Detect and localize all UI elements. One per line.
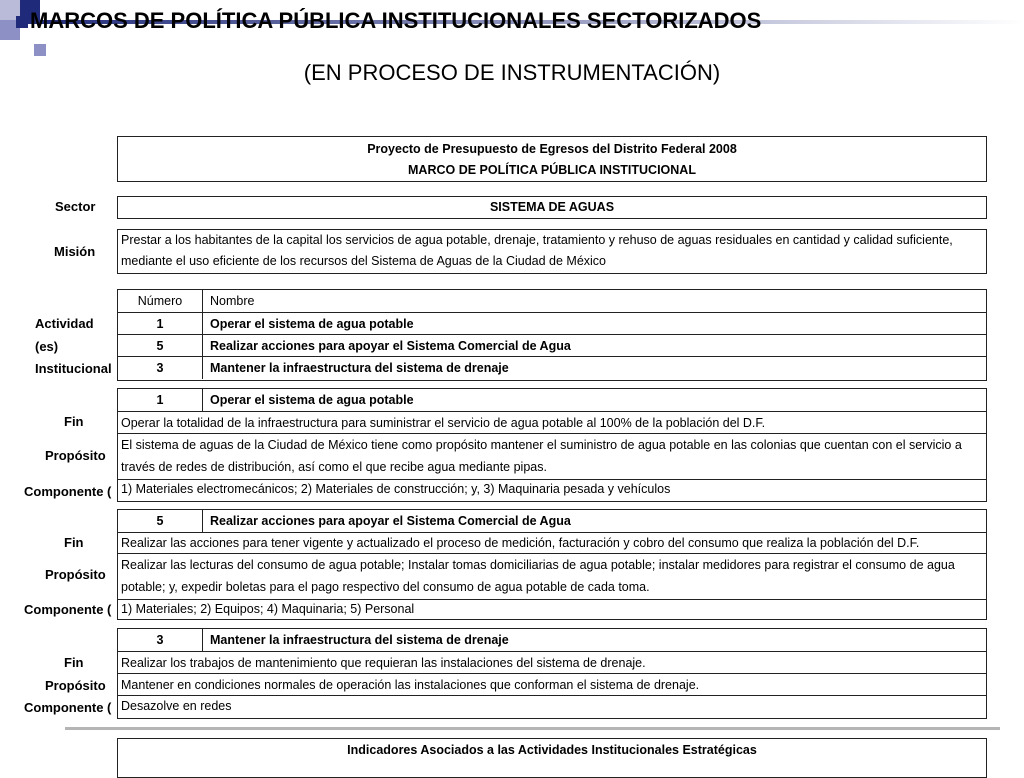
actividad-label-es: (es)	[35, 339, 59, 354]
proposito-row	[118, 554, 986, 600]
bloque-3	[117, 628, 987, 719]
document-heading	[117, 136, 987, 182]
actividades-table	[117, 289, 987, 381]
actividad-label: Actividad	[35, 316, 94, 331]
divider	[65, 727, 1000, 730]
mision-box	[117, 229, 987, 274]
fin-row	[118, 533, 986, 554]
bloque-num: 3	[118, 629, 203, 651]
actividad-num: 5	[118, 335, 203, 356]
proposito-row	[118, 674, 986, 696]
fin-label: Fin	[64, 535, 84, 550]
sector-value: SISTEMA DE AGUAS	[117, 196, 987, 219]
indicadores-heading: Indicadores Asociados a las Actividades Institucionales Estratégicas	[117, 738, 987, 778]
sector-label: Sector	[55, 199, 96, 214]
proposito-label: Propósito	[45, 567, 106, 582]
bloque-nombre: Realizar acciones para apoyar el Sistema Comercial de Agua	[210, 514, 571, 528]
componente-text: 1) Materiales electromecánicos; 2) Materiales de construcción; y, 3) Maquinaria pesada y vehículos	[121, 482, 671, 496]
slide-title: MARCOS DE POLÍTICA PÚBLICA INSTITUCIONALES SECTORIZADOS	[30, 8, 762, 33]
actividad-num: 1	[118, 313, 203, 334]
col-numero: Número	[118, 290, 203, 312]
fin-row	[118, 652, 986, 674]
actividad-nombre: Mantener la infraestructura del sistema de drenaje	[210, 361, 509, 375]
bloque-1	[117, 388, 987, 502]
componente-row	[118, 600, 986, 619]
componente-row	[118, 480, 986, 500]
table-header-row	[118, 290, 986, 313]
mision-label: Misión	[54, 244, 96, 259]
heading-line-2: MARCO DE POLÍTICA PÚBLICA INSTITUCIONAL	[408, 163, 696, 177]
decorative-square	[34, 44, 46, 56]
proposito-label: Propósito	[45, 678, 106, 693]
proposito-text: Realizar las lecturas del consumo de agua potable; Instalar tomas domiciliarias de agua potable; instalar medidores para registrar el consumo de agua potable; y, expedir boletas para el pago respectivo del consumo de agua potable de cada toma.	[121, 558, 955, 594]
fin-label: Fin	[64, 655, 84, 670]
heading-line-1: Proyecto de Presupuesto de Egresos del Distrito Federal 2008	[367, 142, 737, 156]
bloque-num: 1	[118, 389, 203, 411]
bloque-2	[117, 509, 987, 620]
bloque-nombre: Mantener la infraestructura del sistema de drenaje	[210, 633, 509, 647]
proposito-row	[118, 434, 986, 480]
table-row	[118, 313, 986, 335]
proposito-text: Mantener en condiciones normales de operación las instalaciones que conforman el sistema de drenaje.	[121, 678, 700, 692]
componente-text: Desazolve en redes	[121, 699, 232, 713]
title-bullet-icon	[16, 16, 28, 28]
actividad-label-institucional: Institucional	[35, 361, 112, 376]
componente-label: Componente (	[24, 700, 112, 715]
bloque-nombre: Operar el sistema de agua potable	[210, 393, 414, 407]
componente-row	[118, 696, 986, 717]
componente-label: Componente (	[24, 484, 112, 499]
bloque-num: 5	[118, 510, 203, 532]
proposito-label: Propósito	[45, 448, 106, 463]
proposito-text: El sistema de aguas de la Ciudad de México tiene como propósito mantener el suministro de agua potable en las colonias que cuentan con el servicio a través de redes de distribución, así como el que recibe agua mediante pipas.	[121, 438, 962, 474]
col-nombre: Nombre	[210, 294, 255, 308]
fin-label: Fin	[64, 414, 84, 429]
bloque-header-row	[118, 510, 986, 533]
actividad-num: 3	[118, 357, 203, 379]
table-row	[118, 357, 986, 379]
actividad-nombre: Operar el sistema de agua potable	[210, 317, 414, 331]
slide-subtitle: (EN PROCESO DE INSTRUMENTACIÓN)	[303, 60, 721, 85]
table-row	[118, 335, 986, 357]
fin-text: Operar la totalidad de la infraestructura para suministrar el servicio de agua potable al 100% de la población del D.F.	[121, 416, 766, 430]
componente-label: Componente (	[24, 602, 112, 617]
componente-text: 1) Materiales; 2) Equipos; 4) Maquinaria; 5) Personal	[121, 602, 415, 616]
actividad-nombre: Realizar acciones para apoyar el Sistema Comercial de Agua	[210, 339, 571, 353]
fin-text: Realizar los trabajos de mantenimiento que requieran las instalaciones del sistema de drenaje.	[121, 656, 646, 670]
fin-row	[118, 412, 986, 434]
mision-text: Prestar a los habitantes de la capital los servicios de agua potable, drenaje, tratamiento y rehuso de aguas residuales en cantidad y calidad suficiente, mediante el uso eficiente de los recursos del Sistema de Aguas de la Ciudad de México	[121, 233, 953, 268]
bloque-header-row	[118, 629, 986, 652]
fin-text: Realizar las acciones para tener vigente y actualizado el proceso de medición, facturación y cobro del consumo que realiza la población del D.F.	[121, 536, 920, 550]
bloque-header-row	[118, 389, 986, 412]
